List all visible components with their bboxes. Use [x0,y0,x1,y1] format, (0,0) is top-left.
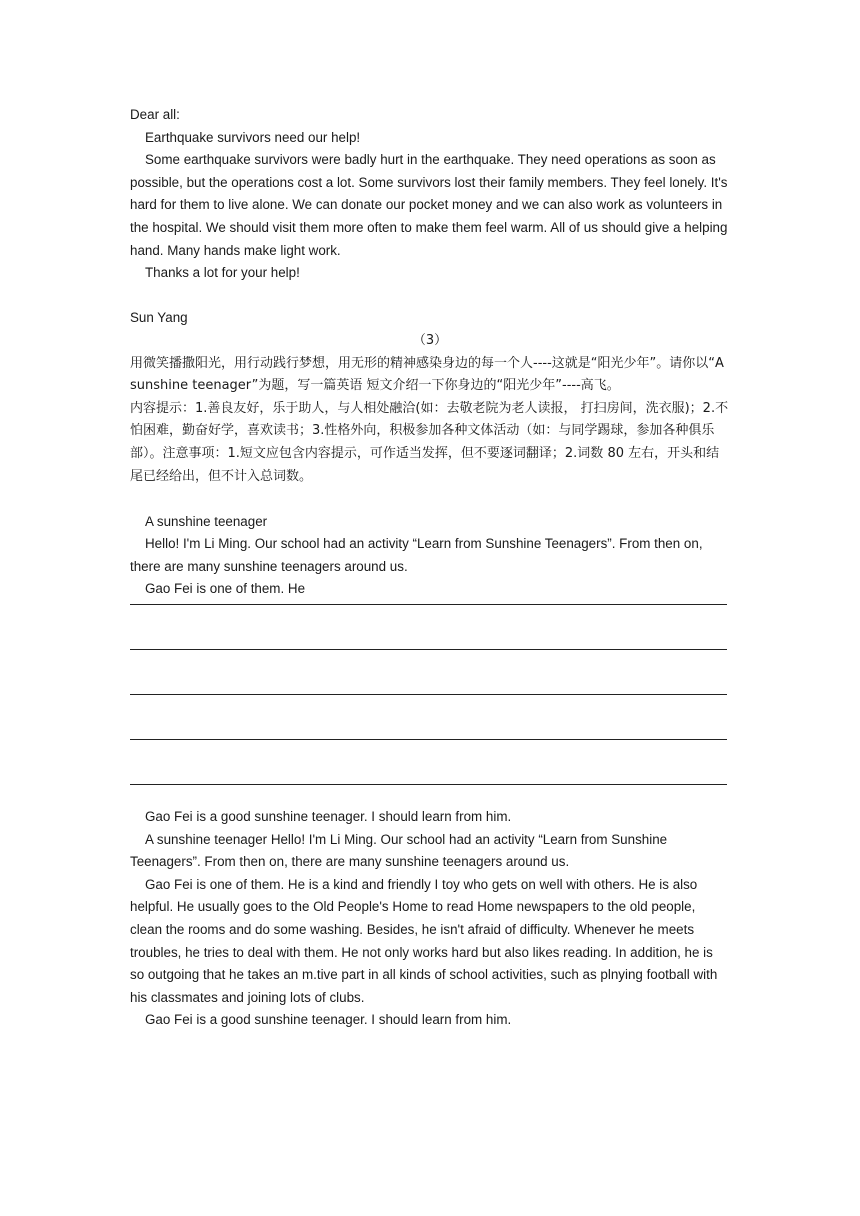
answer-paragraph-2: Gao Fei is one of them. He is a kind and friendly I toy who gets on well with others. He is also helpful. He usually goes to the Old People's Home to read Home newspapers to the old people, clean the rooms and do some washing. Besides, he isn't afraid of difficulty. Whenever he meets troubles, he tries to deal with them. He not only works hard but also likes reading. In addition, he is so outgoing that he takes an m.tive part in all kinds of school activities, such as plnying football with his classmates and joining lots of clubs. [130,876,718,1005]
letter-signature: Sun Yang [130,310,188,326]
task-number: （3） [412,332,448,348]
letter-paragraph-1: Earthquake survivors need our help! [145,129,361,145]
essay-opening: Hello! I'm Li Ming. Our school had an activity “Learn from Sunshine Teenagers”. From then on, there are many sunshine teenagers around us. [130,536,703,574]
writing-line[interactable] [130,714,730,759]
essay-title: A sunshine teenager [145,513,268,529]
writing-line[interactable] [130,624,730,669]
essay-lead: Gao Fei is one of them. He [145,581,306,597]
essay-closing: Gao Fei is a good sunshine teenager. I should learn from him. [145,809,512,825]
spacer [130,488,730,511]
answer-paragraph-1: A sunshine teenager Hello! I'm Li Ming. Our school had an activity “Learn from Sunshine Teenagers”. From then on, there are many sunshine teenagers around us. [130,831,668,870]
writing-lines [130,579,730,804]
writing-line[interactable] [130,579,730,624]
task-hints: 内容提示：1.善良友好，乐于助人，与人相处融洽(如：去敬老院为老人读报， 打扫房间，洗衣服)；2.不怕困难，勤奋好学，喜欢读书；3.性格外向，积极参加各种文体活动（如：与同学踢球，参加各种俱乐部）。注意事项：1.短文应包含内容提示，可作适当发挥，但不要逐词翻译；2.词数 80 左右，开头和结尾已经给出，但不计入总词数。 [130,400,729,484]
letter-paragraph-3: Thanks a lot for your help! [145,265,300,281]
writing-line[interactable] [130,759,730,804]
document-page [130,104,730,1032]
spacer [130,285,730,308]
answer-paragraph-3: Gao Fei is a good sunshine teenager. I should learn from him. [145,1012,512,1028]
task-prompt: 用微笑播撒阳光，用行动践行梦想，用无形的精神感染身边的每一个人----这就是“阳光少年”。请你以“A sunshine teenager”为题，写一篇英语 短文介绍一下你身边的“阳光少年”----高飞。 [130,355,724,394]
letter-paragraph-2: Some earthquake survivors were badly hurt in the earthquake. They need operations as soon as possible, but the operations cost a lot. Some survivors lost their family members. They feel lonely. It's hard for them to live alone. We can donate our pocket money and we can also work as volunteers in the hospital. We should visit them more often to make them feel warm. All of us should give a helping hand. Many hands make light work. [130,152,728,258]
letter-salutation: Dear all: [130,107,180,122]
writing-line[interactable] [130,669,730,714]
